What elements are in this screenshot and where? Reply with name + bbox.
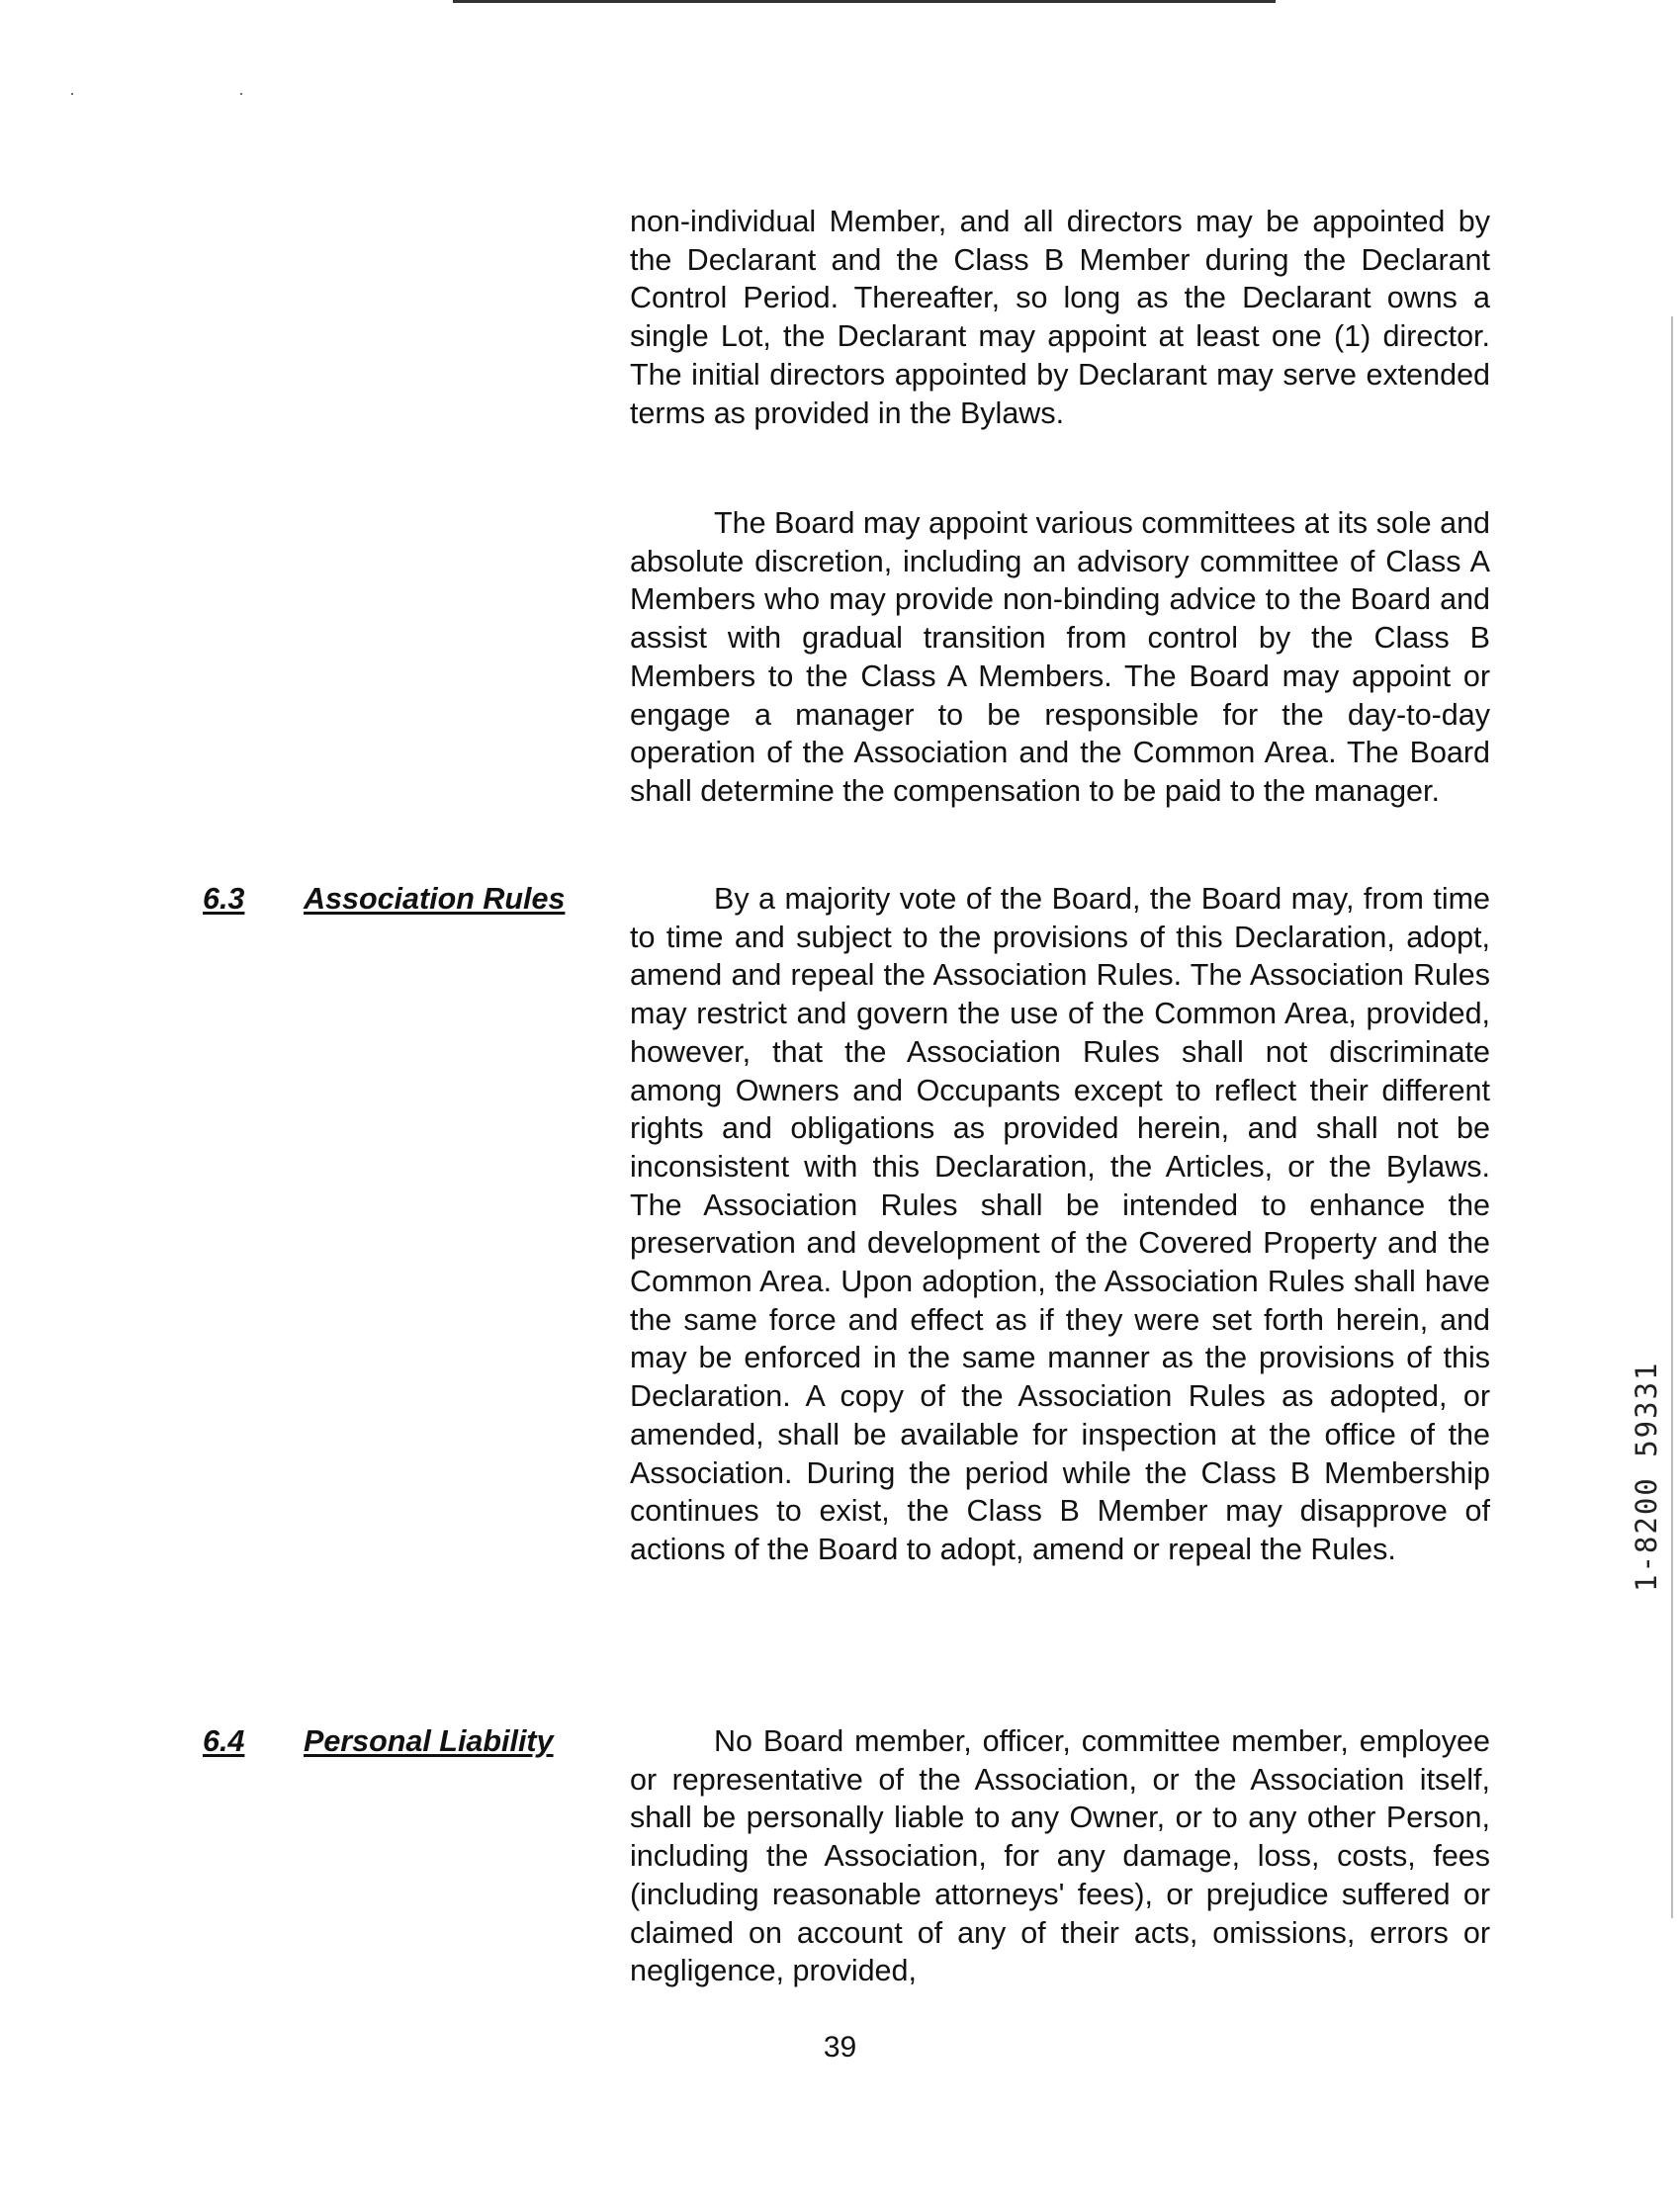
page-edge-line <box>1671 316 1673 1918</box>
page-number: 39 <box>823 2031 857 2064</box>
section-number-6-4: 6.4 <box>203 1724 245 1758</box>
paragraph-committees: The Board may appoint various committees at its sole and absolute discretion, including an advisory committee of Class A Members who may provide non-binding advice to the Board and assist with gradual transition from control by the Class B Members to the Class A Members. The Board may appoint or engage a manager to be responsible for the day-to-day operation of the Association and the Common Area. The Board shall determine the compensation to be paid to the manager. <box>630 506 1490 808</box>
paragraph-continued: non-individual Member, and all directors may be appointed by the Declarant and the Class B Member during the Declarant Control Period. Thereafter, so long as the Declarant owns a single Lot, the Declarant may appoint at least one (1) director. The initial directors appointed by Declarant may serve extended terms as provided in the Bylaws. <box>630 205 1490 430</box>
scan-artifact-marks: · · <box>69 83 323 103</box>
top-border-line <box>453 0 1276 3</box>
section-title-personal-liability: Personal Liability <box>304 1724 554 1758</box>
section-title-association-rules: Association Rules <box>304 882 566 916</box>
section-number-6-3: 6.3 <box>203 882 245 916</box>
section-body-personal-liability: No Board member, officer, committee member, employee or representative of the Association, or the Association itself, shall be personally liable to any Owner, or to any other Person, including the Association, for any damage, loss, costs, fees (including reasonable attorneys' fees), or prejudice suffered or claimed on account of any of their acts, omissions, errors or negligence, provided, <box>630 1724 1490 1988</box>
margin-document-stamp: 1-8200 59331 <box>1630 1361 1663 1592</box>
section-body-association-rules: By a majority vote of the Board, the Board may, from time to time and subject to the provisions of this Declaration, adopt, amend and repeal the Association Rules. The Association Rules may restrict and govern the use of the Common Area, provided, however, that the Association Rules shall not discriminate among Owners and Occupants except to reflect their different rights and obligations as provided herein, and shall not be inconsistent with this Declaration, the Articles, or the Bylaws. The Association Rules shall be intended to enhance the preservation and development of the Covered Property and the Common Area. Upon adoption, the Association Rules shall have the same force and effect as if they were set forth herein, and may be enforced in the same manner as the provisions of this Declaration. A copy of the Association Rules as adopted, or amended, shall be available for inspection at the office of the Association. During the period while the Class B Membership continues to exist, the Class B Member may disapprove of actions of the Board to adopt, amend or repeal the Rules. <box>630 882 1490 1566</box>
